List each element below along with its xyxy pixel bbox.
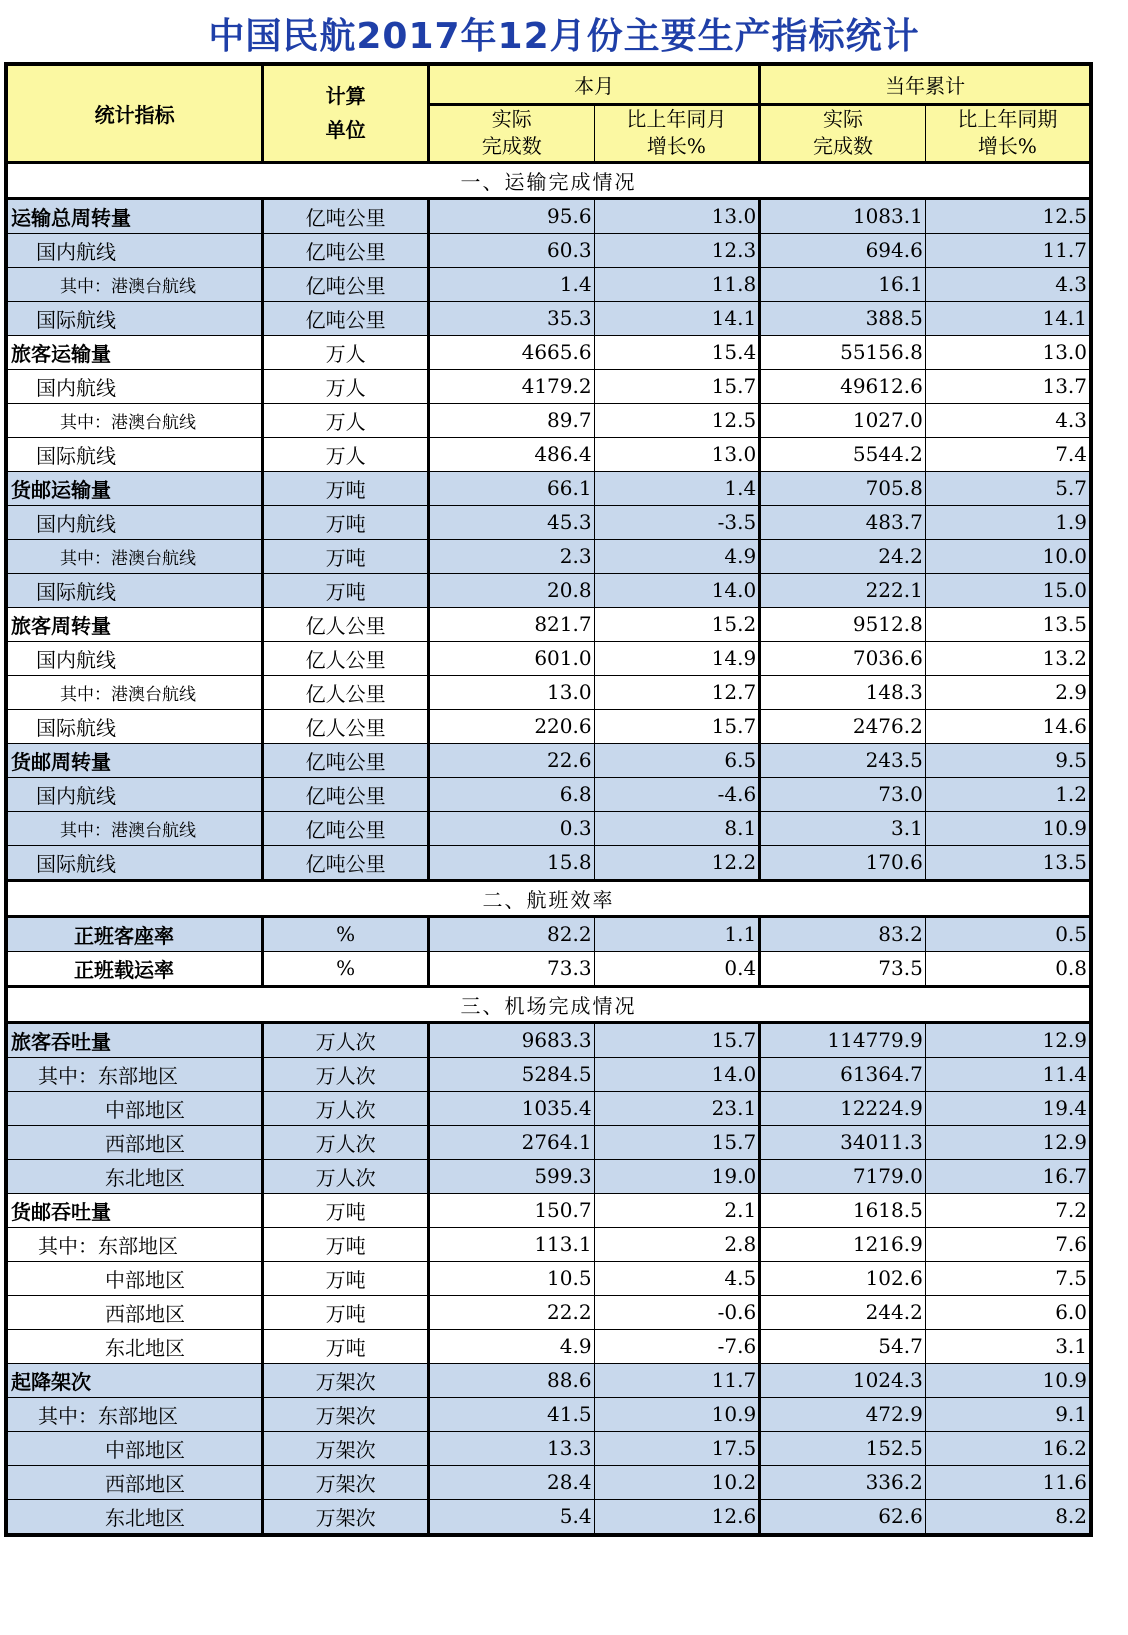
month-actual-cell: 601.0	[428, 641, 594, 675]
ytd-growth-cell: 10.9	[925, 811, 1091, 845]
table-row	[6, 403, 1091, 437]
month-growth-cell: -3.5	[594, 505, 760, 539]
month-actual-cell: 9683.3	[428, 1022, 594, 1057]
header-ytd-actual	[760, 104, 926, 162]
header-month-growth-line1: 比上年同月	[626, 107, 727, 131]
ytd-growth-cell: 12.9	[925, 1022, 1091, 1057]
ytd-growth-cell: 1.9	[925, 505, 1091, 539]
unit-cell: 万吨	[263, 1295, 429, 1329]
month-actual-cell: 486.4	[428, 437, 594, 471]
month-growth-cell: 15.4	[594, 335, 760, 369]
table-row	[6, 1125, 1091, 1159]
ytd-growth-cell: 8.2	[925, 1499, 1091, 1535]
header-ytd-actual-line2: 完成数	[813, 134, 874, 158]
table-row	[6, 1227, 1091, 1261]
month-actual-cell: 28.4	[428, 1465, 594, 1499]
ytd-actual-cell: 336.2	[760, 1465, 926, 1499]
table-row	[6, 951, 1091, 986]
month-actual-cell: 89.7	[428, 403, 594, 437]
month-actual-cell: 5.4	[428, 1499, 594, 1535]
month-growth-cell: 13.0	[594, 437, 760, 471]
header-ytd-growth-line2: 增长%	[977, 134, 1037, 158]
indicator-name: 国际航线	[6, 573, 263, 607]
ytd-growth-cell: 13.5	[925, 845, 1091, 880]
indicator-name: 国际航线	[6, 301, 263, 335]
month-growth-cell: 11.7	[594, 1363, 760, 1397]
indicator-name: 东北地区	[6, 1499, 263, 1535]
month-actual-cell: 2.3	[428, 539, 594, 573]
month-growth-cell: -7.6	[594, 1329, 760, 1363]
ytd-growth-cell: 9.5	[925, 743, 1091, 777]
table-row	[6, 1499, 1091, 1535]
indicator-name: 东北地区	[6, 1159, 263, 1193]
unit-cell: 万吨	[263, 505, 429, 539]
ytd-actual-cell: 388.5	[760, 301, 926, 335]
page-title: 中国民航2017年12月份主要生产指标统计	[208, 16, 920, 57]
indicator-name: 其中：东部地区	[6, 1057, 263, 1091]
ytd-actual-cell: 114779.9	[760, 1022, 926, 1057]
table-row	[6, 1091, 1091, 1125]
month-growth-cell: 10.2	[594, 1465, 760, 1499]
month-actual-cell: 22.6	[428, 743, 594, 777]
ytd-actual-cell: 9512.8	[760, 607, 926, 641]
table-row	[6, 675, 1091, 709]
month-growth-cell: 13.0	[594, 198, 760, 233]
unit-cell: 万人	[263, 335, 429, 369]
unit-cell: 万架次	[263, 1431, 429, 1465]
header-month: 本月	[428, 64, 759, 104]
month-actual-cell: 13.0	[428, 675, 594, 709]
indicator-name: 国内航线	[6, 369, 263, 403]
header-unit-line2: 单位	[325, 118, 366, 143]
ytd-growth-cell: 16.2	[925, 1431, 1091, 1465]
ytd-growth-cell: 1.2	[925, 777, 1091, 811]
month-growth-cell: 15.2	[594, 607, 760, 641]
month-actual-cell: 66.1	[428, 471, 594, 505]
month-growth-cell: 14.1	[594, 301, 760, 335]
ytd-growth-cell: 12.5	[925, 198, 1091, 233]
table-row	[6, 607, 1091, 641]
ytd-actual-cell: 1216.9	[760, 1227, 926, 1261]
month-actual-cell: 13.3	[428, 1431, 594, 1465]
unit-cell: 万吨	[263, 573, 429, 607]
indicator-name: 其中：港澳台航线	[6, 403, 263, 437]
ytd-growth-cell: 2.9	[925, 675, 1091, 709]
table-row	[6, 233, 1091, 267]
ytd-growth-cell: 7.2	[925, 1193, 1091, 1227]
table-row	[6, 505, 1091, 539]
ytd-growth-cell: 19.4	[925, 1091, 1091, 1125]
table-row	[6, 437, 1091, 471]
month-actual-cell: 4.9	[428, 1329, 594, 1363]
ytd-actual-cell: 1024.3	[760, 1363, 926, 1397]
ytd-actual-cell: 472.9	[760, 1397, 926, 1431]
month-growth-cell: 14.0	[594, 573, 760, 607]
month-growth-cell: 11.8	[594, 267, 760, 301]
table-row	[6, 845, 1091, 880]
indicator-name: 运输总周转量	[6, 198, 263, 233]
ytd-actual-cell: 705.8	[760, 471, 926, 505]
month-actual-cell: 6.8	[428, 777, 594, 811]
month-growth-cell: 12.6	[594, 1499, 760, 1535]
month-growth-cell: 12.7	[594, 675, 760, 709]
table-row	[6, 1363, 1091, 1397]
ytd-actual-cell: 222.1	[760, 573, 926, 607]
month-growth-cell: 15.7	[594, 1125, 760, 1159]
header-month-growth-line2: 增长%	[646, 134, 706, 158]
ytd-actual-cell: 62.6	[760, 1499, 926, 1535]
month-growth-cell: 15.7	[594, 709, 760, 743]
ytd-growth-cell: 10.9	[925, 1363, 1091, 1397]
month-actual-cell: 4179.2	[428, 369, 594, 403]
unit-cell: 亿吨公里	[263, 233, 429, 267]
table-row	[6, 1397, 1091, 1431]
month-growth-cell: 14.9	[594, 641, 760, 675]
indicator-name: 中部地区	[6, 1261, 263, 1295]
month-growth-cell: 15.7	[594, 1022, 760, 1057]
indicator-name: 国际航线	[6, 437, 263, 471]
ytd-actual-cell: 148.3	[760, 675, 926, 709]
table-row	[6, 301, 1091, 335]
month-actual-cell: 73.3	[428, 951, 594, 986]
unit-cell: 万架次	[263, 1465, 429, 1499]
month-actual-cell: 0.3	[428, 811, 594, 845]
ytd-actual-cell: 61364.7	[760, 1057, 926, 1091]
unit-cell: 万吨	[263, 471, 429, 505]
month-actual-cell: 2764.1	[428, 1125, 594, 1159]
table-row	[6, 1295, 1091, 1329]
unit-cell: %	[263, 951, 429, 986]
header-ytd: 当年累计	[760, 64, 1091, 104]
month-growth-cell: 12.3	[594, 233, 760, 267]
ytd-actual-cell: 73.5	[760, 951, 926, 986]
ytd-growth-cell: 4.3	[925, 267, 1091, 301]
indicator-name: 正班载运率	[6, 951, 263, 986]
month-growth-cell: 10.9	[594, 1397, 760, 1431]
unit-cell: 万吨	[263, 1193, 429, 1227]
unit-cell: 亿吨公里	[263, 811, 429, 845]
month-growth-cell: 0.4	[594, 951, 760, 986]
ytd-growth-cell: 9.1	[925, 1397, 1091, 1431]
unit-cell: 万人次	[263, 1125, 429, 1159]
month-growth-cell: 2.1	[594, 1193, 760, 1227]
ytd-growth-cell: 3.1	[925, 1329, 1091, 1363]
table-row	[6, 573, 1091, 607]
section-header	[6, 986, 1091, 1022]
ytd-growth-cell: 7.5	[925, 1261, 1091, 1295]
ytd-actual-cell: 83.2	[760, 916, 926, 951]
month-growth-cell: -4.6	[594, 777, 760, 811]
header-ytd-actual-line1: 实际	[823, 107, 864, 131]
month-actual-cell: 15.8	[428, 845, 594, 880]
table-row	[6, 641, 1091, 675]
month-growth-cell: 19.0	[594, 1159, 760, 1193]
ytd-growth-cell: 14.6	[925, 709, 1091, 743]
unit-cell: 万人	[263, 437, 429, 471]
month-actual-cell: 10.5	[428, 1261, 594, 1295]
month-actual-cell: 41.5	[428, 1397, 594, 1431]
ytd-actual-cell: 12224.9	[760, 1091, 926, 1125]
indicator-name: 国内航线	[6, 505, 263, 539]
month-growth-cell: 17.5	[594, 1431, 760, 1465]
unit-cell: 万吨	[263, 1261, 429, 1295]
indicator-name: 西部地区	[6, 1125, 263, 1159]
section-header	[6, 880, 1091, 916]
table-row	[6, 471, 1091, 505]
indicator-name: 其中：港澳台航线	[6, 675, 263, 709]
ytd-growth-cell: 4.3	[925, 403, 1091, 437]
table-row	[6, 916, 1091, 951]
month-actual-cell: 35.3	[428, 301, 594, 335]
unit-cell: 万架次	[263, 1363, 429, 1397]
ytd-growth-cell: 5.7	[925, 471, 1091, 505]
month-growth-cell: 15.7	[594, 369, 760, 403]
header-month-actual	[428, 104, 594, 162]
ytd-growth-cell: 7.4	[925, 437, 1091, 471]
indicator-name: 其中：东部地区	[6, 1397, 263, 1431]
table-row	[6, 369, 1091, 403]
month-actual-cell: 821.7	[428, 607, 594, 641]
unit-cell: 万吨	[263, 1227, 429, 1261]
indicator-name: 正班客座率	[6, 916, 263, 951]
month-growth-cell: 6.5	[594, 743, 760, 777]
ytd-growth-cell: 13.5	[925, 607, 1091, 641]
table-row	[6, 777, 1091, 811]
indicator-name: 东北地区	[6, 1329, 263, 1363]
month-actual-cell: 4665.6	[428, 335, 594, 369]
ytd-actual-cell: 1618.5	[760, 1193, 926, 1227]
ytd-growth-cell: 16.7	[925, 1159, 1091, 1193]
header-unit	[263, 64, 429, 162]
ytd-actual-cell: 1027.0	[760, 403, 926, 437]
indicator-name: 其中：港澳台航线	[6, 539, 263, 573]
table-header	[6, 64, 1091, 162]
unit-cell: 亿人公里	[263, 607, 429, 641]
indicator-name: 货邮吞吐量	[6, 1193, 263, 1227]
unit-cell: 万人	[263, 369, 429, 403]
unit-cell: 万架次	[263, 1499, 429, 1535]
ytd-actual-cell: 152.5	[760, 1431, 926, 1465]
unit-cell: 万吨	[263, 539, 429, 573]
table-row	[6, 198, 1091, 233]
unit-cell: 亿吨公里	[263, 777, 429, 811]
ytd-growth-cell: 13.7	[925, 369, 1091, 403]
ytd-actual-cell: 16.1	[760, 267, 926, 301]
table-row	[6, 335, 1091, 369]
month-growth-cell: 1.4	[594, 471, 760, 505]
month-growth-cell: 14.0	[594, 1057, 760, 1091]
unit-cell: 万架次	[263, 1397, 429, 1431]
month-actual-cell: 82.2	[428, 916, 594, 951]
table-row	[6, 1159, 1091, 1193]
ytd-actual-cell: 244.2	[760, 1295, 926, 1329]
indicator-name: 中部地区	[6, 1091, 263, 1125]
indicator-name: 货邮运输量	[6, 471, 263, 505]
ytd-growth-cell: 14.1	[925, 301, 1091, 335]
ytd-actual-cell: 2476.2	[760, 709, 926, 743]
ytd-growth-cell: 11.7	[925, 233, 1091, 267]
month-actual-cell: 113.1	[428, 1227, 594, 1261]
indicator-name: 旅客周转量	[6, 607, 263, 641]
month-growth-cell: 2.8	[594, 1227, 760, 1261]
month-actual-cell: 95.6	[428, 198, 594, 233]
table-body	[6, 162, 1091, 1535]
ytd-growth-cell: 0.8	[925, 951, 1091, 986]
section-title: 二、航班效率	[6, 880, 1091, 916]
ytd-actual-cell: 73.0	[760, 777, 926, 811]
month-actual-cell: 88.6	[428, 1363, 594, 1397]
month-growth-cell: 12.5	[594, 403, 760, 437]
month-actual-cell: 60.3	[428, 233, 594, 267]
header-indicator: 统计指标	[6, 64, 263, 162]
month-growth-cell: 4.9	[594, 539, 760, 573]
indicator-name: 其中：港澳台航线	[6, 811, 263, 845]
month-actual-cell: 599.3	[428, 1159, 594, 1193]
unit-cell: 亿人公里	[263, 709, 429, 743]
unit-cell: 万人次	[263, 1091, 429, 1125]
header-ytd-growth-line1: 比上年同期	[957, 107, 1058, 131]
indicator-name: 国内航线	[6, 641, 263, 675]
section-title: 三、机场完成情况	[6, 986, 1091, 1022]
ytd-actual-cell: 483.7	[760, 505, 926, 539]
unit-cell: 万吨	[263, 1329, 429, 1363]
header-month-actual-line2: 完成数	[481, 134, 542, 158]
unit-cell: 亿吨公里	[263, 267, 429, 301]
ytd-actual-cell: 243.5	[760, 743, 926, 777]
ytd-growth-cell: 7.6	[925, 1227, 1091, 1261]
table-row	[6, 1022, 1091, 1057]
indicator-name: 国际航线	[6, 709, 263, 743]
table-row	[6, 1465, 1091, 1499]
month-growth-cell: 8.1	[594, 811, 760, 845]
unit-cell: 万人次	[263, 1022, 429, 1057]
ytd-actual-cell: 24.2	[760, 539, 926, 573]
ytd-actual-cell: 3.1	[760, 811, 926, 845]
ytd-actual-cell: 34011.3	[760, 1125, 926, 1159]
indicator-name: 国内航线	[6, 233, 263, 267]
indicator-name: 其中：港澳台航线	[6, 267, 263, 301]
table-row	[6, 1431, 1091, 1465]
ytd-growth-cell: 11.4	[925, 1057, 1091, 1091]
ytd-growth-cell: 12.9	[925, 1125, 1091, 1159]
section-title: 一、运输完成情况	[6, 162, 1091, 198]
month-actual-cell: 5284.5	[428, 1057, 594, 1091]
unit-cell: 亿吨公里	[263, 845, 429, 880]
indicator-name: 货邮周转量	[6, 743, 263, 777]
unit-cell: 亿吨公里	[263, 743, 429, 777]
indicator-name: 国际航线	[6, 845, 263, 880]
month-actual-cell: 1035.4	[428, 1091, 594, 1125]
indicator-name: 中部地区	[6, 1431, 263, 1465]
table-row	[6, 1057, 1091, 1091]
table-row	[6, 709, 1091, 743]
month-actual-cell: 45.3	[428, 505, 594, 539]
ytd-growth-cell: 13.2	[925, 641, 1091, 675]
table-row	[6, 1329, 1091, 1363]
indicator-name: 起降架次	[6, 1363, 263, 1397]
month-actual-cell: 20.8	[428, 573, 594, 607]
ytd-actual-cell: 49612.6	[760, 369, 926, 403]
ytd-growth-cell: 10.0	[925, 539, 1091, 573]
indicator-name: 西部地区	[6, 1465, 263, 1499]
month-growth-cell: 12.2	[594, 845, 760, 880]
table-row	[6, 267, 1091, 301]
ytd-actual-cell: 170.6	[760, 845, 926, 880]
unit-cell: 万人	[263, 403, 429, 437]
header-month-actual-line1: 实际	[491, 107, 532, 131]
unit-cell: 亿人公里	[263, 675, 429, 709]
ytd-growth-cell: 0.5	[925, 916, 1091, 951]
unit-cell: 万人次	[263, 1159, 429, 1193]
month-actual-cell: 150.7	[428, 1193, 594, 1227]
month-growth-cell: 4.5	[594, 1261, 760, 1295]
header-unit-line1: 计算	[325, 84, 366, 109]
ytd-actual-cell: 55156.8	[760, 335, 926, 369]
ytd-growth-cell: 6.0	[925, 1295, 1091, 1329]
ytd-growth-cell: 15.0	[925, 573, 1091, 607]
table-row	[6, 1261, 1091, 1295]
ytd-actual-cell: 7036.6	[760, 641, 926, 675]
header-ytd-growth	[925, 104, 1091, 162]
indicator-name: 其中：东部地区	[6, 1227, 263, 1261]
header-month-growth	[594, 104, 760, 162]
unit-cell: 亿人公里	[263, 641, 429, 675]
ytd-growth-cell: 13.0	[925, 335, 1091, 369]
section-header	[6, 162, 1091, 198]
ytd-actual-cell: 5544.2	[760, 437, 926, 471]
month-actual-cell: 22.2	[428, 1295, 594, 1329]
ytd-actual-cell: 102.6	[760, 1261, 926, 1295]
statistics-table	[4, 62, 1093, 1537]
unit-cell: 亿吨公里	[263, 198, 429, 233]
ytd-actual-cell: 694.6	[760, 233, 926, 267]
table-row	[6, 539, 1091, 573]
ytd-growth-cell: 11.6	[925, 1465, 1091, 1499]
table-row	[6, 743, 1091, 777]
indicator-name: 西部地区	[6, 1295, 263, 1329]
indicator-name: 旅客运输量	[6, 335, 263, 369]
indicator-name: 国内航线	[6, 777, 263, 811]
month-growth-cell: -0.6	[594, 1295, 760, 1329]
ytd-actual-cell: 7179.0	[760, 1159, 926, 1193]
month-growth-cell: 1.1	[594, 916, 760, 951]
unit-cell: 万人次	[263, 1057, 429, 1091]
unit-cell: %	[263, 916, 429, 951]
ytd-actual-cell: 1083.1	[760, 198, 926, 233]
month-growth-cell: 23.1	[594, 1091, 760, 1125]
table-row	[6, 811, 1091, 845]
unit-cell: 亿吨公里	[263, 301, 429, 335]
month-actual-cell: 1.4	[428, 267, 594, 301]
ytd-actual-cell: 54.7	[760, 1329, 926, 1363]
table-row	[6, 1193, 1091, 1227]
month-actual-cell: 220.6	[428, 709, 594, 743]
indicator-name: 旅客吞吐量	[6, 1022, 263, 1057]
